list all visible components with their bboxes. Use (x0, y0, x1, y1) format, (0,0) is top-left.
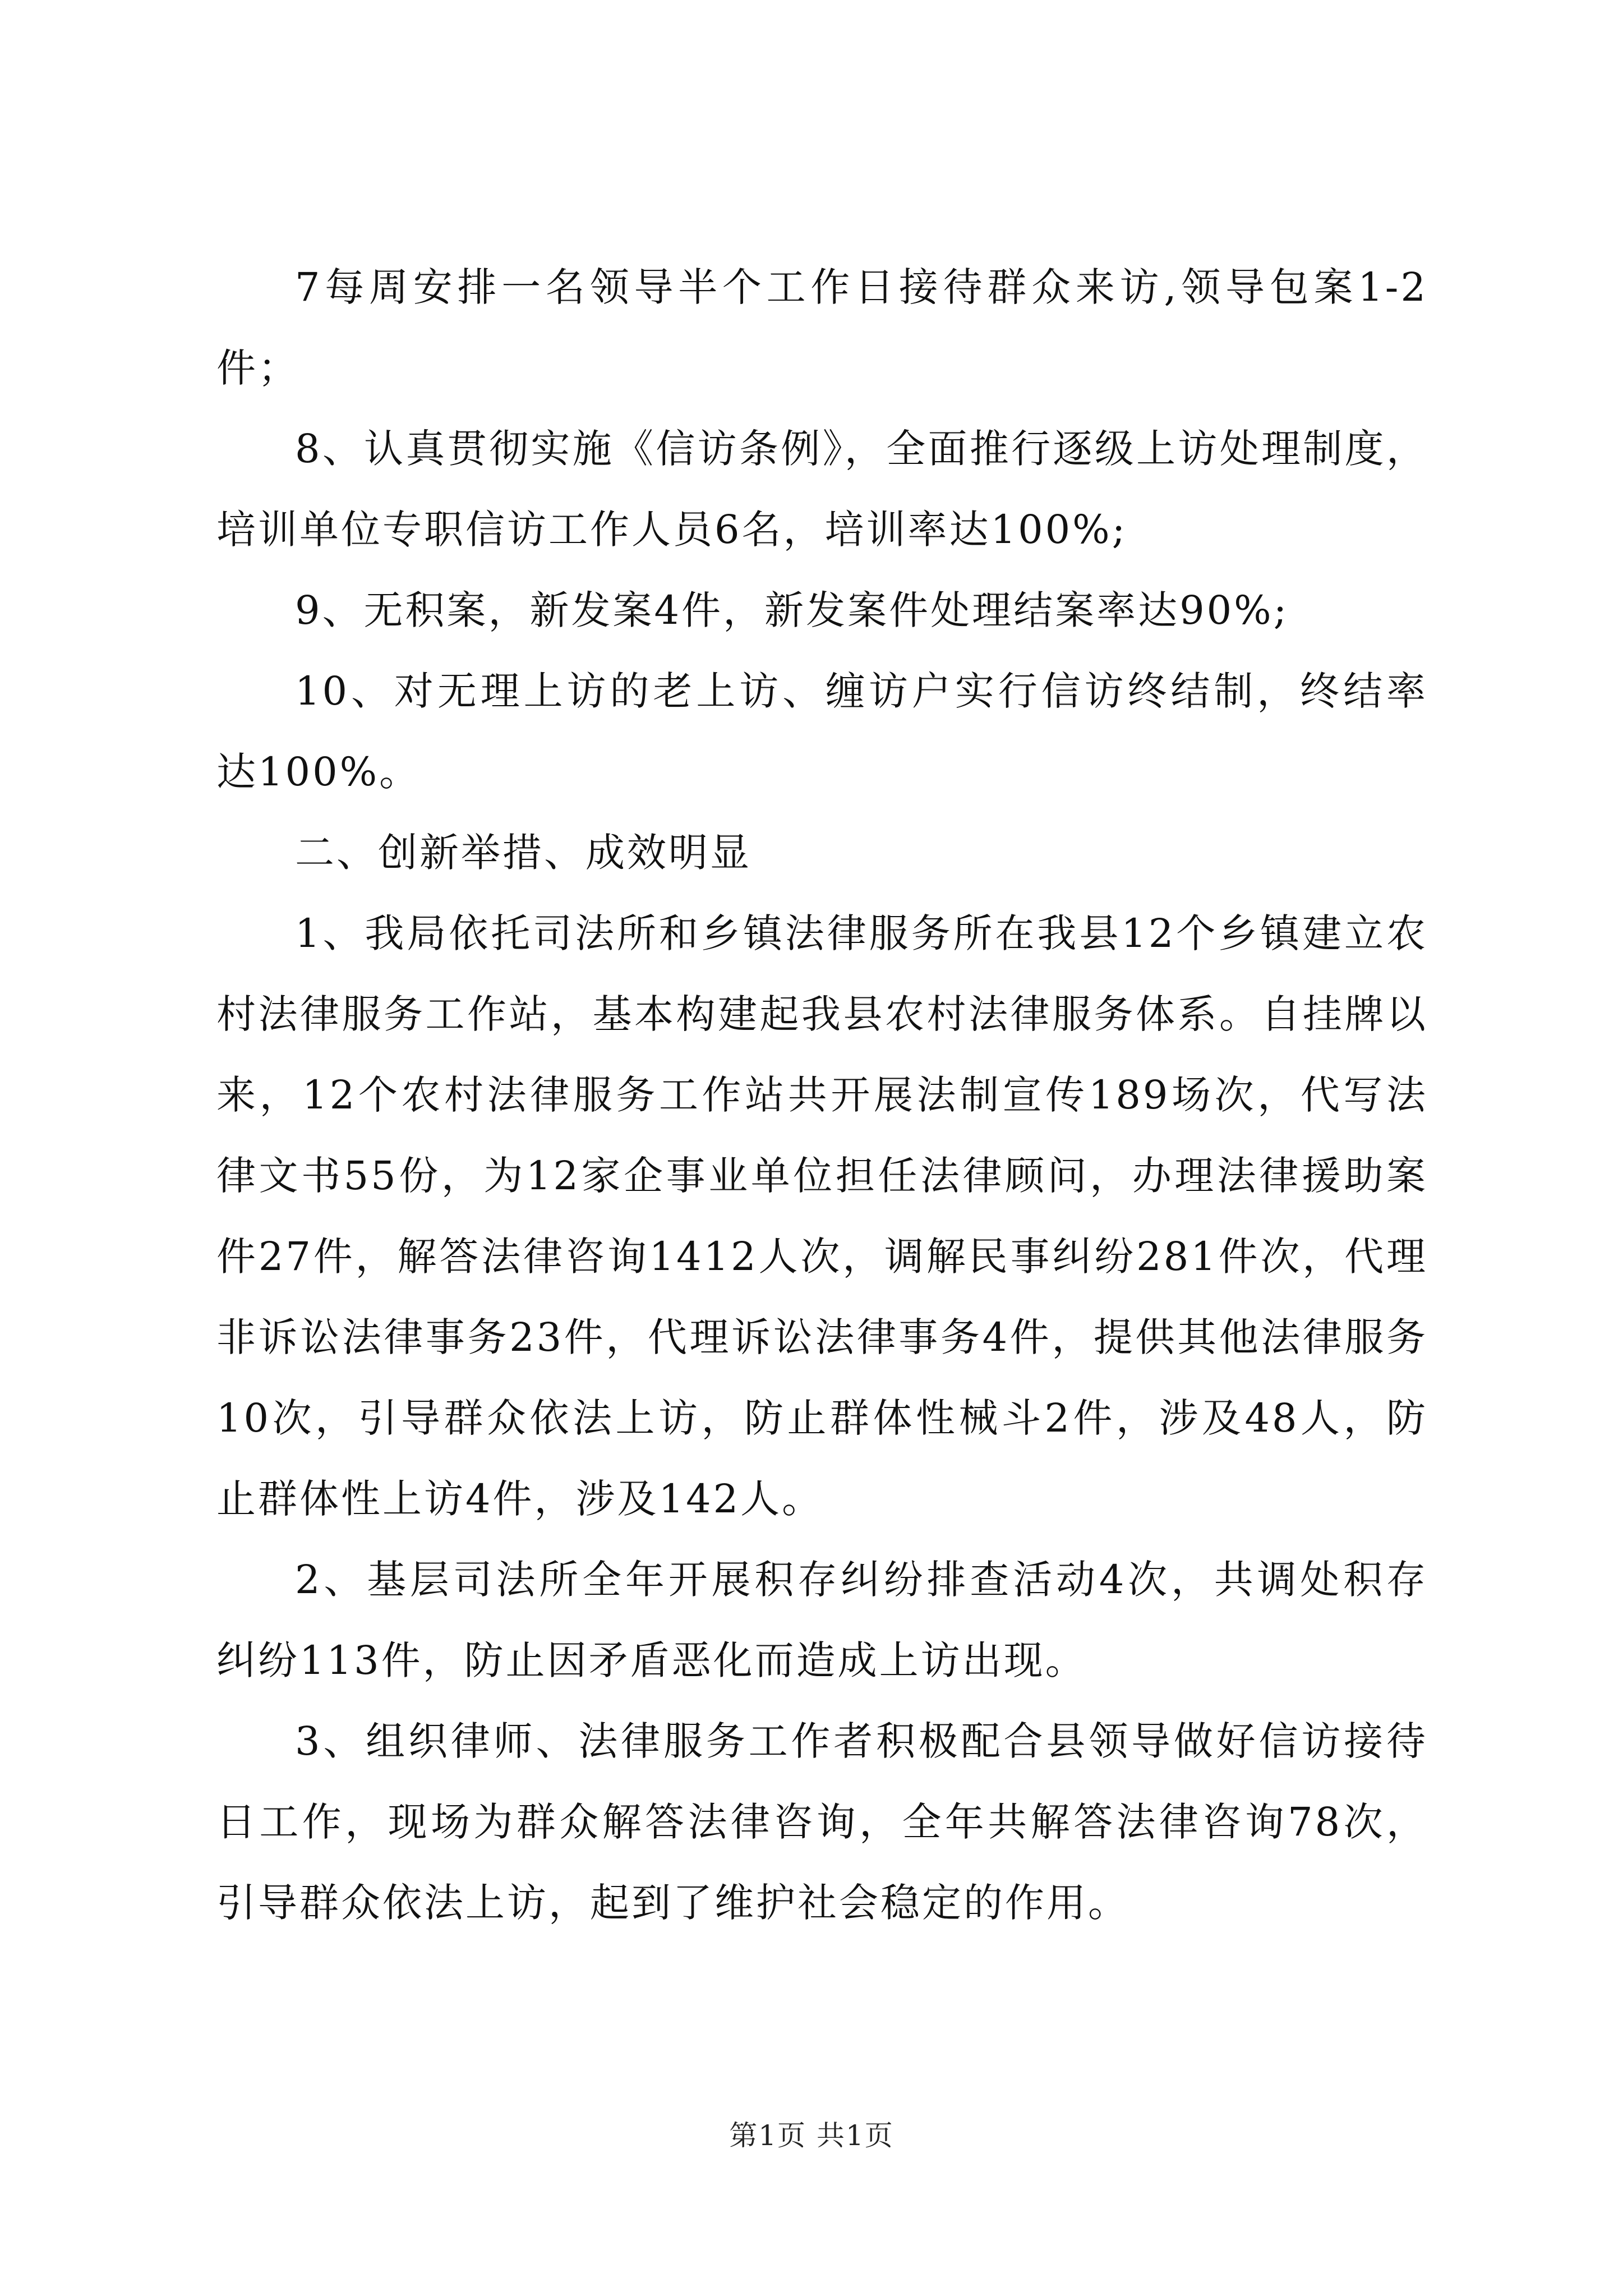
document-body (216, 247, 1428, 1943)
paragraph-measure-2: 2、基层司法所全年开展积存纠纷排查活动4次，共调处积存纠纷113件，防止因矛盾恶化而造成上访出现。 (216, 1557, 1428, 1683)
paragraph-measure-3: 3、组织律师、法律服务工作者积极配合县领导做好信访接待日工作，现场为群众解答法律咨询，全年共解答法律咨询78次，引导群众依法上访，起到了维护社会稳定的作用。 (216, 1718, 1428, 1926)
paragraph-item-10: 10、对无理上访的老上访、缠访户实行信访终结制，终结率达100%。 (216, 668, 1428, 795)
page-footer: 第1页 共1页 (729, 2119, 894, 2152)
paragraph-item-7: 7每周安排一名领导半个工作日接待群众来访,领导包案1-2件； (216, 264, 1428, 391)
paragraph-measure-1: 1、我局依托司法所和乡镇法律服务所在我县12个乡镇建立农村法律服务工作站，基本构建起我县农村法律服务体系。自挂牌以来，12个农村法律服务工作站共开展法制宣传189场次，代写法律文书55份，为12家企事业单位担任法律顾问，办理法律援助案件27件，解答法律咨询1412人次，调解民事纠纷281件次，代理非诉讼法律事务23件，代理诉讼法律事务4件，提供其他法律服务10次，引导群众依法上访，防止群体性械斗2件，涉及48人，防止群体性上访4件，涉及142人。 (216, 910, 1428, 1522)
paragraph-item-9: 9、无积案，新发案4件，新发案件处理结案率达90%; (295, 587, 1289, 633)
section-heading: 二、创新举措、成效明显 (295, 830, 751, 876)
paragraph-item-8: 8、认真贯彻实施《信访条例》，全面推行逐级上访处理制度，培训单位专职信访工作人员6名，培训率达100%; (216, 426, 1428, 553)
